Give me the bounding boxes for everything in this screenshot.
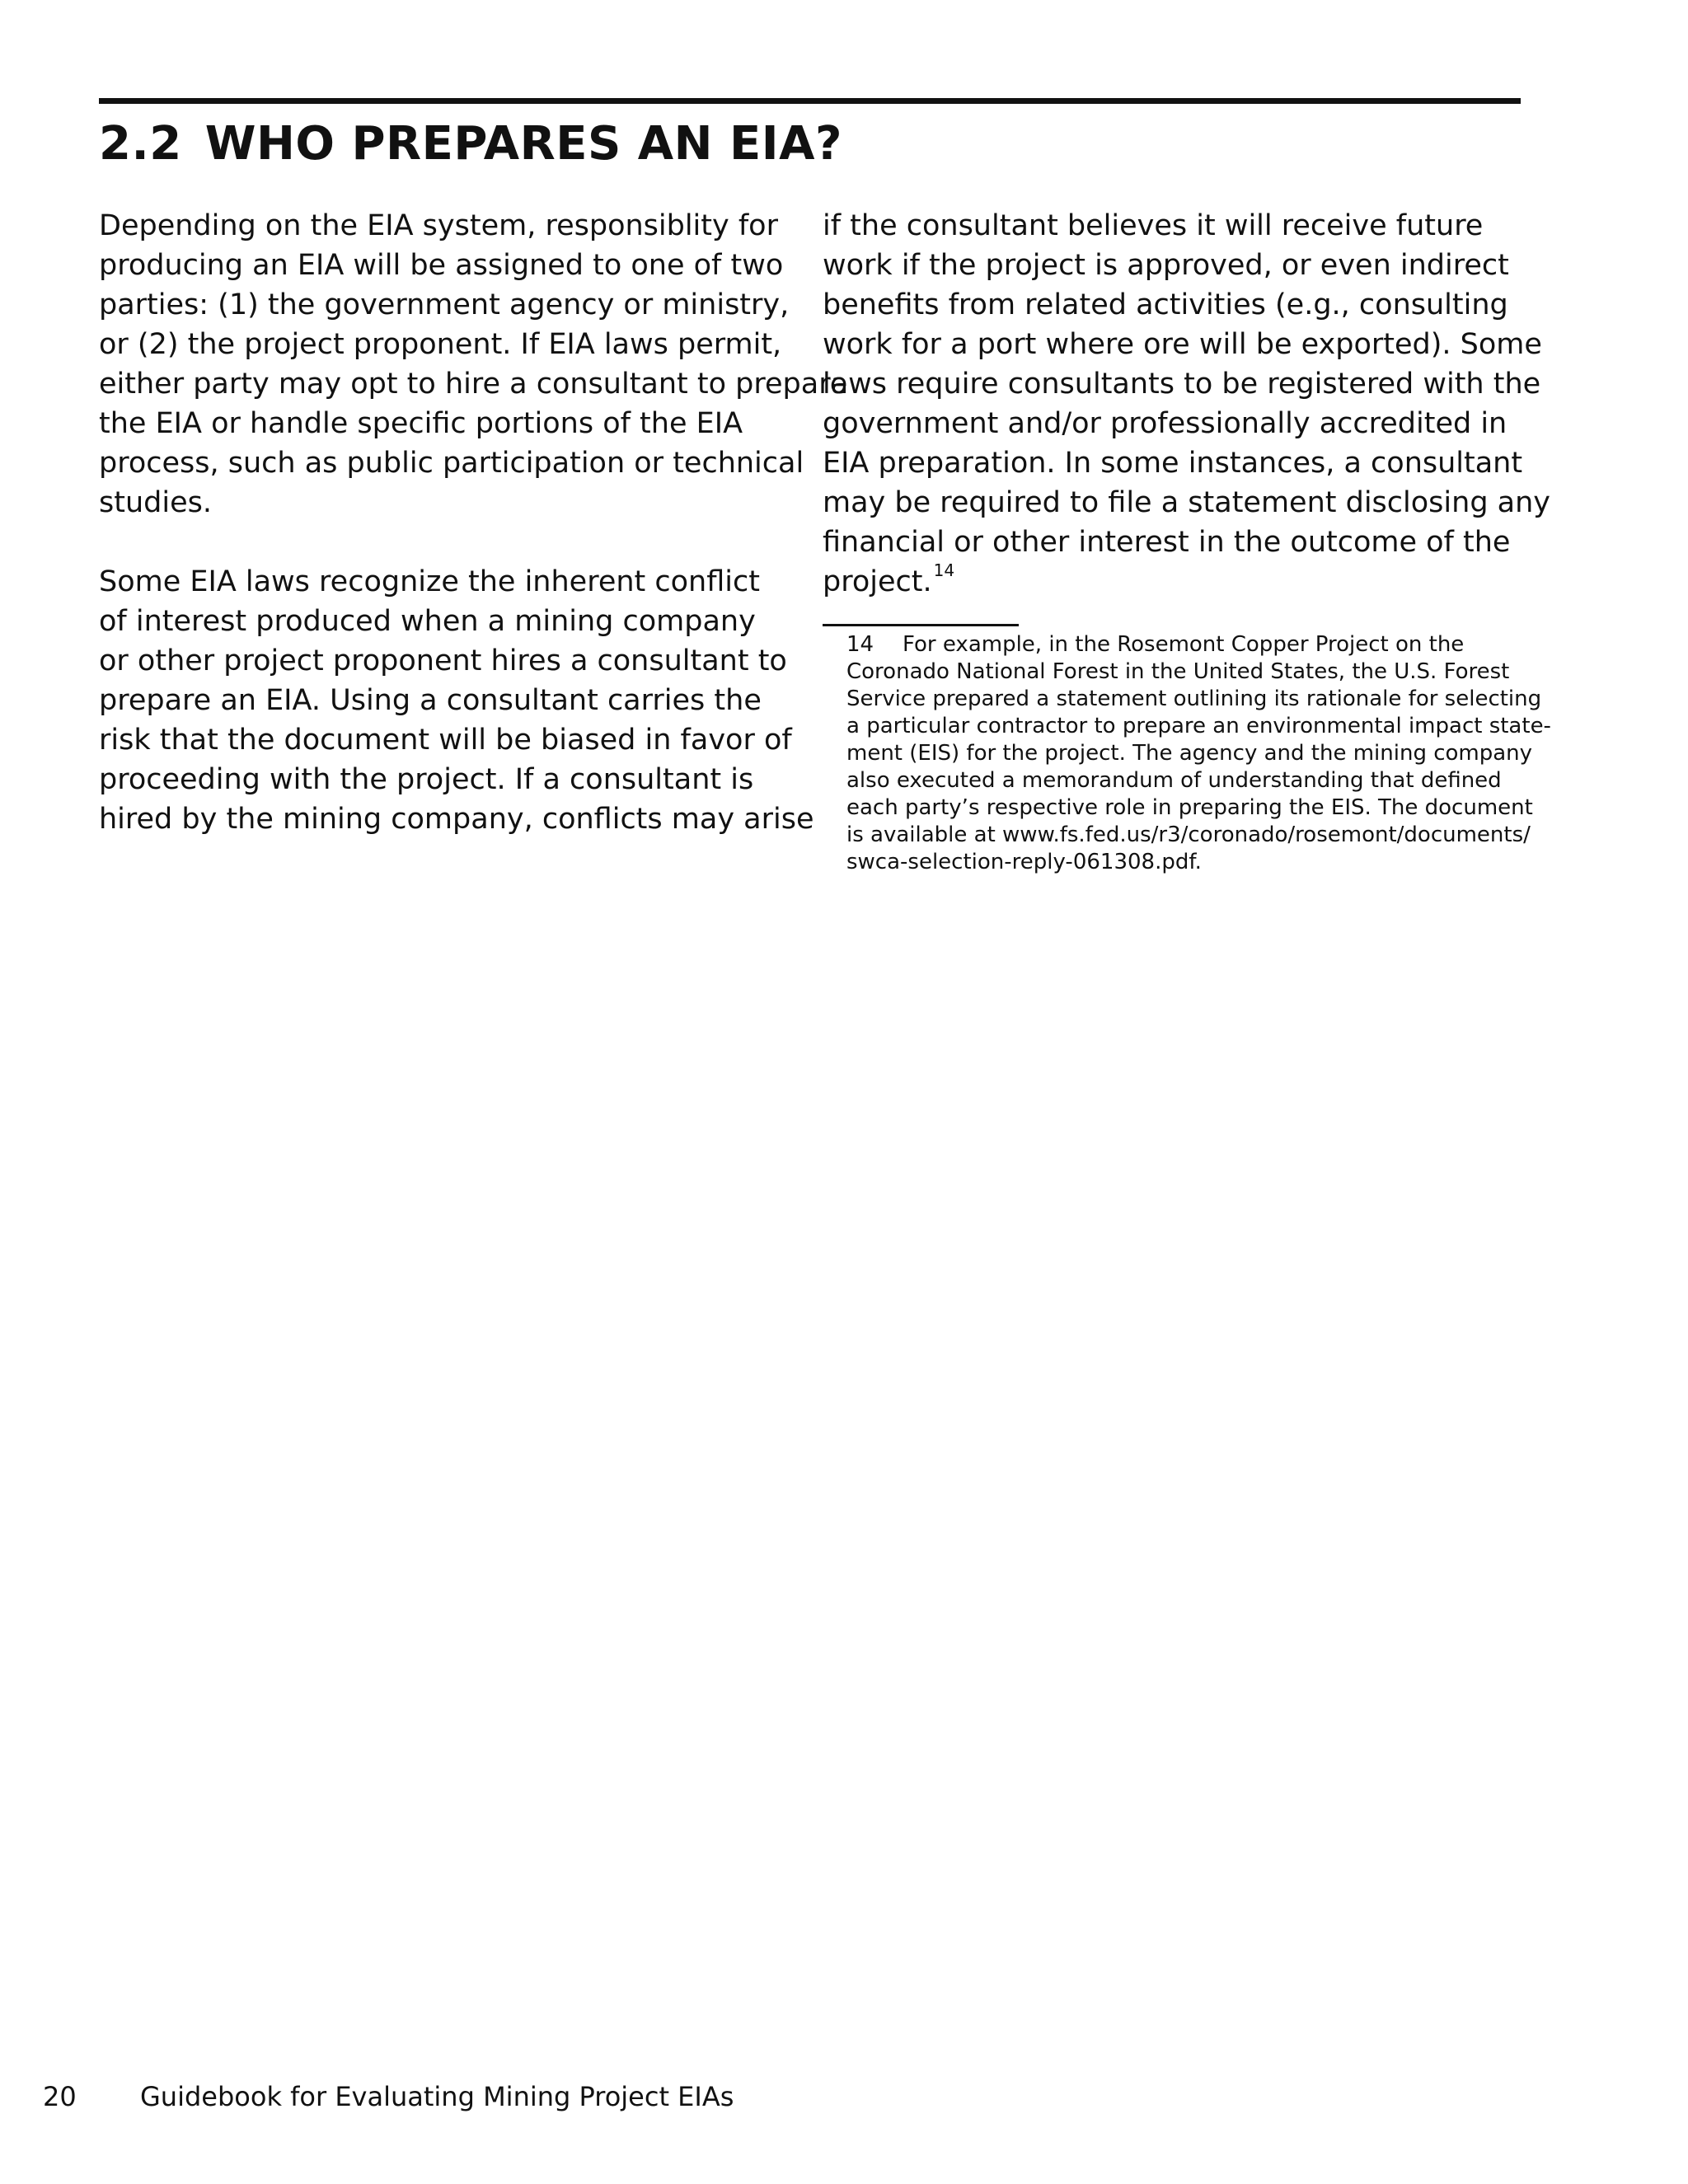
body-line: of interest produced when a mining company: [99, 605, 756, 638]
footnote-line: swca-selection-reply-061308.pdf.: [846, 850, 1202, 874]
footnote-line: is available at www.fs.fed.us/r3/coronado/rosemont/documents/: [846, 823, 1531, 847]
body-line: hired by the mining company, conflicts may arise: [99, 803, 814, 836]
body-line: EIA preparation. In some instances, a consultant: [823, 447, 1523, 480]
body-line: work if the project is approved, or even indirect: [823, 249, 1509, 282]
page-footer: [43, 2080, 734, 2113]
footnote-reference: 14: [933, 560, 955, 580]
body-line: parties: (1) the government agency or ministry,: [99, 288, 790, 321]
footnote-first-line-text: For example, in the Rosemont Copper Project on the: [903, 632, 1465, 657]
right-column: [823, 206, 1548, 602]
section-number: 2.2: [99, 117, 182, 171]
body-line: government and/or professionally accredited in: [823, 407, 1507, 440]
body-line: benefits from related activities (e.g., consulting: [823, 288, 1508, 321]
footnote: [846, 631, 1551, 876]
body-line: Some EIA laws recognize the inherent conflict: [99, 565, 760, 598]
body-line: if the consultant believes it will receive future: [823, 209, 1484, 242]
section-title: WHO PREPARES AN EIA?: [204, 117, 842, 171]
page-number: 20: [43, 2081, 77, 2112]
body-line: financial or other interest in the outcome of the: [823, 526, 1511, 559]
body-line: producing an EIA will be assigned to one of two: [99, 249, 784, 282]
body-line: prepare an EIA. Using a consultant carries the: [99, 684, 762, 717]
footnote-line: each party’s respective role in preparing the EIS. The document: [846, 795, 1533, 820]
footnote-line: also executed a memorandum of understanding that defined: [846, 768, 1502, 793]
footnote-line: [846, 631, 1531, 658]
body-line: the EIA or handle specific portions of the EIA: [99, 407, 743, 440]
paragraph-gap: [99, 523, 816, 562]
body-line: studies.: [99, 486, 212, 519]
body-line: or other project proponent hires a consultant to: [99, 644, 787, 677]
body-line: laws require consultants to be registered with the: [823, 368, 1541, 401]
footnote-separator: [823, 624, 1019, 626]
body-line: process, such as public participation or technical: [99, 447, 804, 480]
footnote-number: 14: [846, 632, 874, 657]
footnote-line: a particular contractor to prepare an environmental impact state-: [846, 714, 1551, 738]
body-line: work for a port where ore will be exported). Some: [823, 328, 1542, 361]
footnote-line: ment (EIS) for the project. The agency and the mining company: [846, 741, 1533, 766]
heading-rule: [99, 98, 1521, 104]
footnote-line: Service prepared a statement outlining its rationale for selecting: [846, 687, 1542, 711]
body-line: Depending on the EIA system, responsiblity for: [99, 209, 778, 242]
body-line: or (2) the project proponent. If EIA laws permit,: [99, 328, 782, 361]
body-line-last: [823, 562, 1548, 602]
footnote-line: Coronado National Forest in the United States, the U.S. Forest: [846, 659, 1510, 684]
body-line: risk that the document will be biased in favor of: [99, 724, 792, 757]
last-line-text: project.: [823, 565, 932, 598]
book-title: Guidebook for Evaluating Mining Project EIAs: [140, 2081, 734, 2112]
left-column: [99, 206, 848, 839]
body-line: proceeding with the project. If a consultant is: [99, 763, 754, 796]
body-line: may be required to file a statement disclosing any: [823, 486, 1550, 519]
body-line: either party may opt to hire a consultant to prepare: [99, 368, 848, 401]
section-heading: [99, 110, 842, 179]
